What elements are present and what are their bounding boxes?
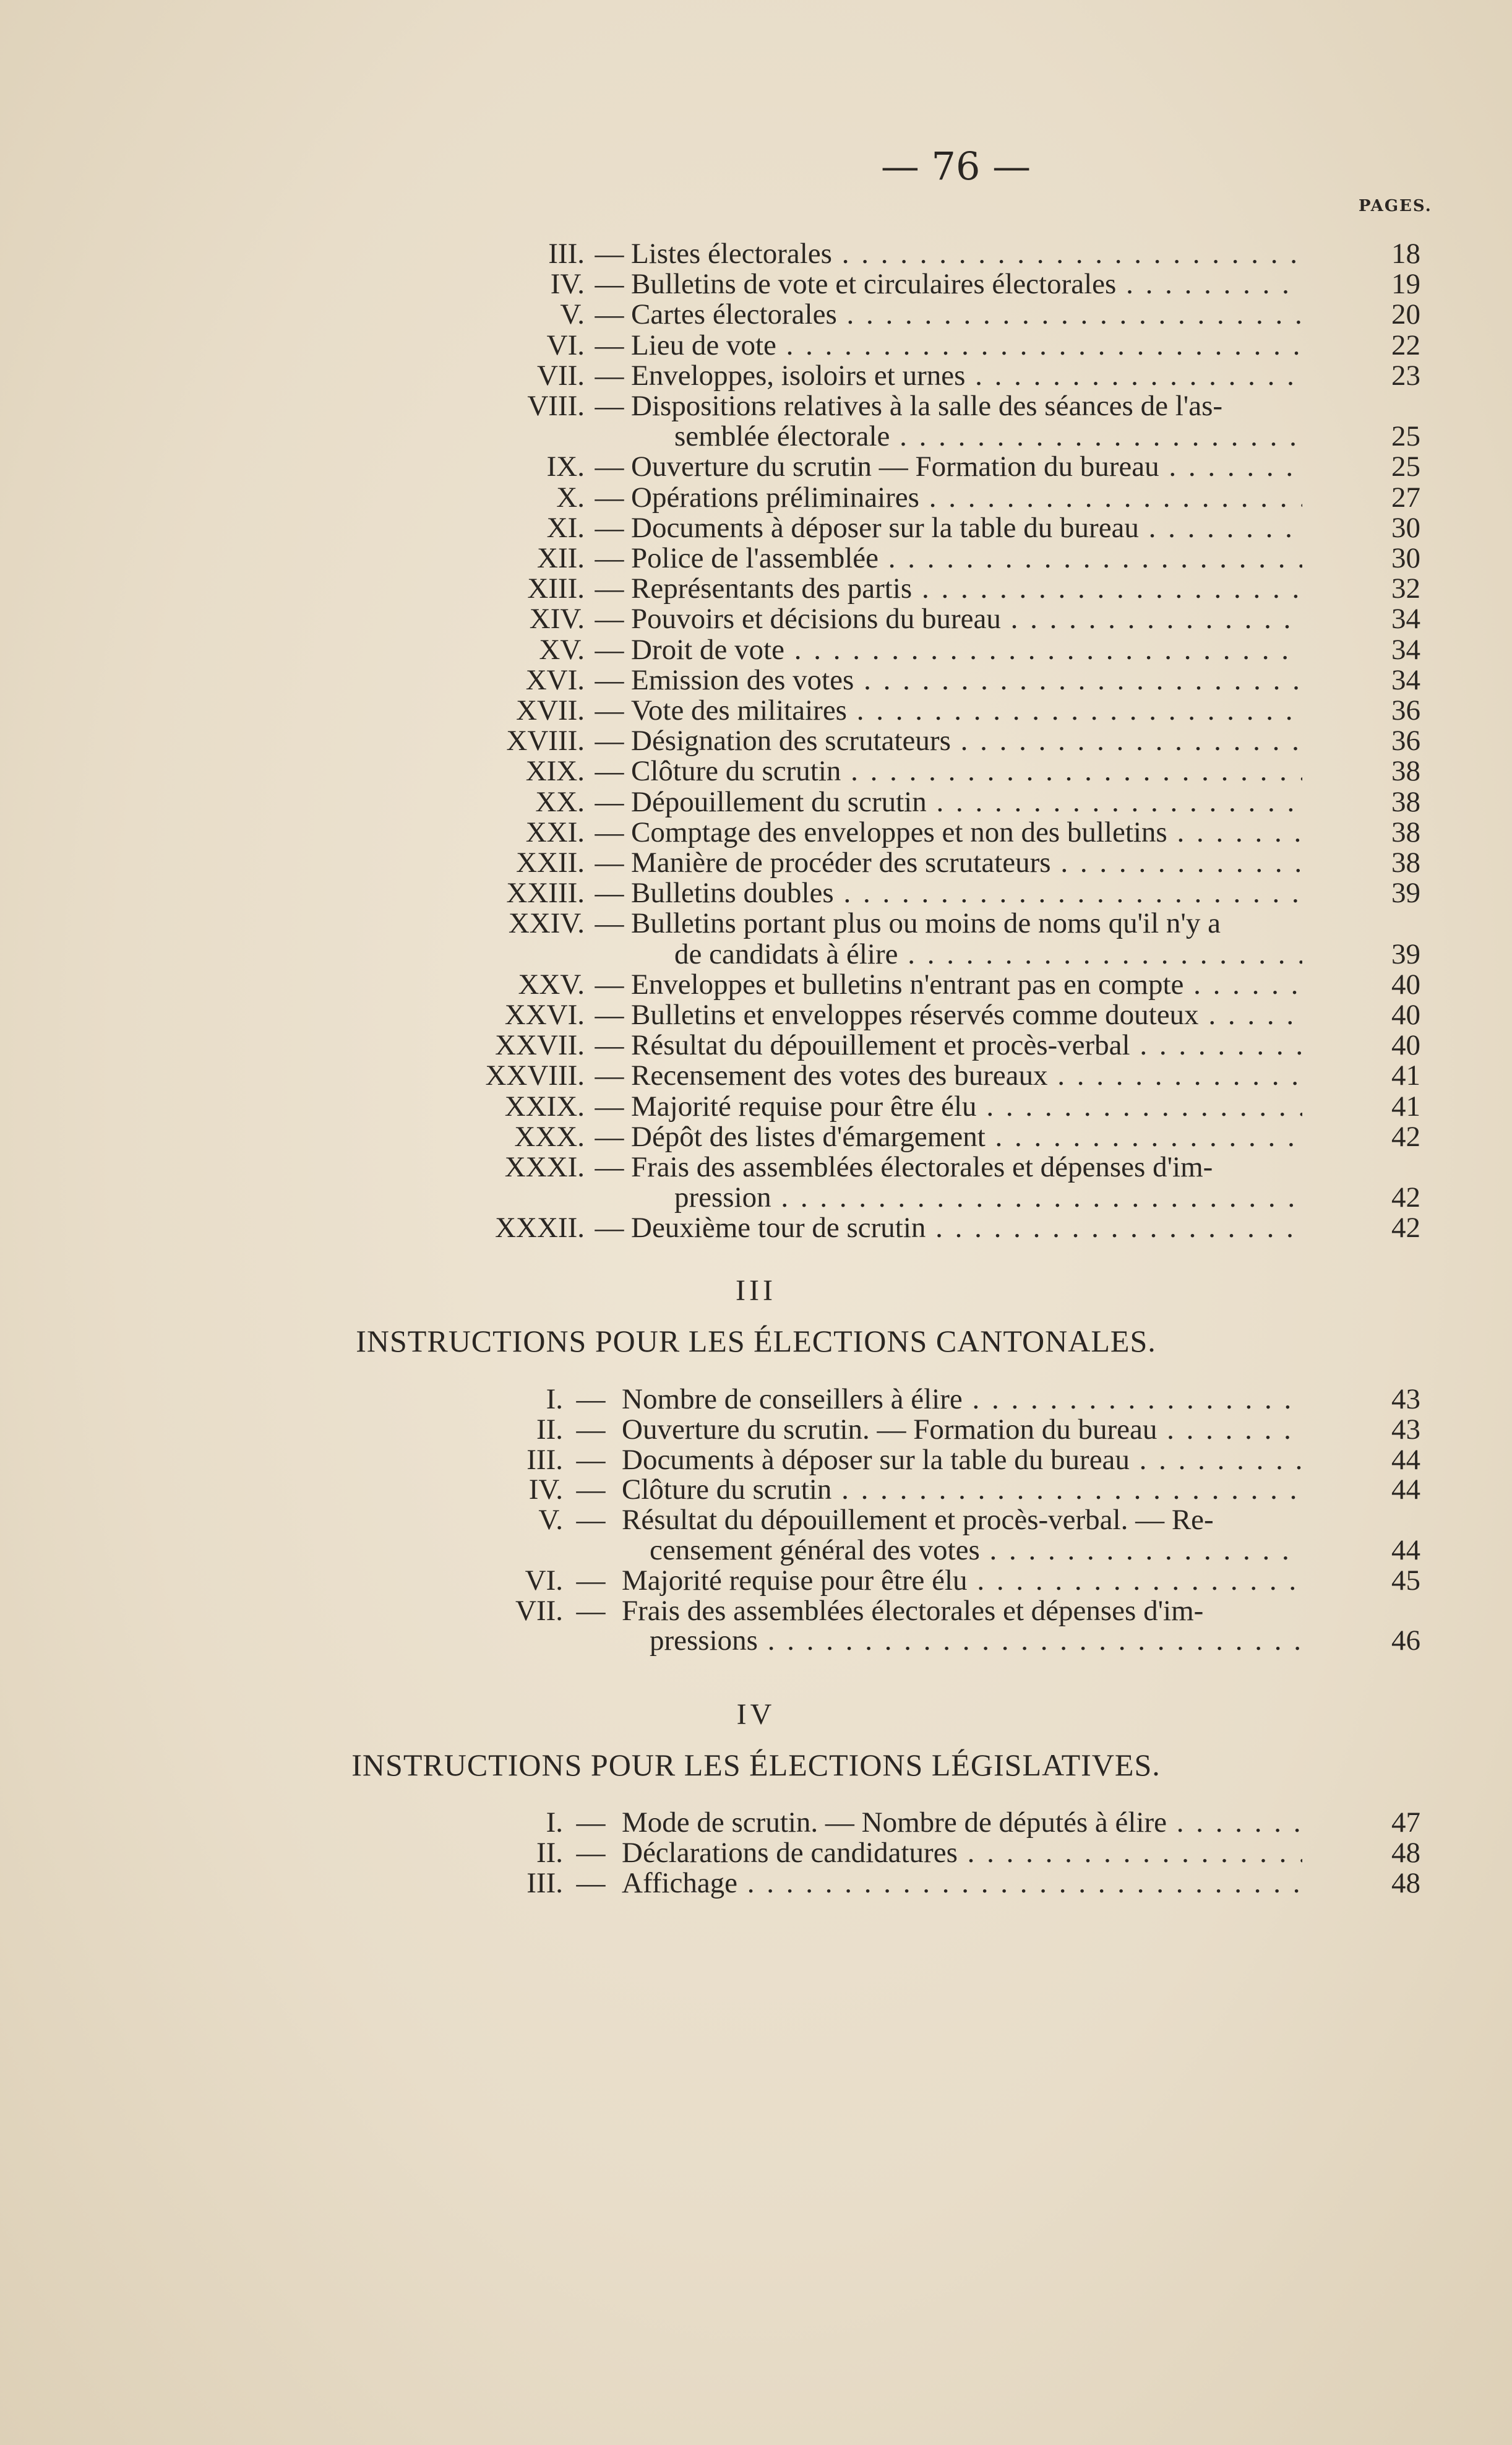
section-numeral: XX.	[535, 785, 585, 818]
toc-row	[0, 360, 1512, 391]
toc-row	[0, 603, 1512, 634]
entry-title: Mode de scrutin. — Nombre de députés à élire . . .	[622, 1807, 1302, 1838]
em-dash: —	[595, 481, 624, 514]
section-numeral: XXX.	[514, 1120, 585, 1153]
section-numeral: XXIX.	[504, 1090, 585, 1123]
page-ref: 44	[1391, 1534, 1420, 1566]
page-ref: 40	[1391, 999, 1420, 1031]
entry-title: semblée électorale . . .	[674, 421, 1302, 452]
em-dash: —	[576, 1443, 606, 1476]
entry-title: Désignation des scrutateurs . . .	[631, 725, 1302, 756]
section-numeral: XIII.	[527, 572, 585, 605]
em-dash: —	[576, 1836, 606, 1869]
section-numeral: V.	[538, 1504, 563, 1537]
entry-title: Frais des assemblées électorales et dépenses d'im-	[631, 1152, 1213, 1183]
toc-row	[0, 1837, 1512, 1868]
entry-title: censement général des votes . . .	[650, 1535, 1302, 1566]
section-numeral: XV.	[539, 633, 585, 666]
entry-title: Bulletins doubles . . .	[631, 878, 1302, 908]
entry-title: Bulletins portant plus ou moins de noms qu'il n'y a	[631, 908, 1221, 939]
em-dash: —	[595, 847, 624, 879]
page-ref: 22	[1391, 329, 1420, 361]
section-numeral: XIV.	[529, 603, 585, 636]
section-heading: INSTRUCTIONS POUR LES ÉLECTIONS LÉGISLATIVES.	[351, 1748, 1161, 1782]
em-dash: —	[576, 1806, 606, 1839]
section-heading: INSTRUCTIONS POUR LES ÉLECTIONS CANTONALES.	[356, 1324, 1156, 1358]
entry-title: Deuxième tour de scrutin . . .	[631, 1212, 1302, 1243]
em-dash: —	[595, 603, 624, 636]
entry-title: Lieu de vote . . .	[631, 330, 1302, 361]
page-ref: 42	[1391, 1120, 1420, 1153]
page-ref: 38	[1391, 847, 1420, 879]
em-dash: —	[576, 1504, 606, 1537]
section-numeral: XII.	[537, 542, 585, 574]
page-ref: 34	[1391, 603, 1420, 636]
section-numeral: XXXI.	[504, 1151, 585, 1183]
entry-title: Cartes électorales . . .	[631, 299, 1302, 330]
section-numeral: XVII.	[516, 694, 585, 727]
toc-row	[0, 878, 1512, 908]
entry-title: Majorité requise pour être élu . . .	[631, 1091, 1302, 1122]
em-dash: —	[595, 755, 624, 788]
section-number: IV	[736, 1698, 776, 1731]
entry-title: Représentants des partis . . .	[631, 573, 1302, 604]
em-dash: —	[595, 694, 624, 727]
em-dash: —	[595, 633, 624, 666]
em-dash: —	[576, 1866, 606, 1899]
entry-title: Bulletins de vote et circulaires électorales . . .	[631, 269, 1302, 300]
section-numeral: II.	[536, 1836, 563, 1869]
entry-title: Dispositions relatives à la salle des séances de l'as-	[631, 390, 1223, 421]
em-dash: —	[576, 1564, 606, 1597]
em-dash: —	[595, 1090, 624, 1123]
em-dash: —	[595, 329, 624, 361]
entry-title: Pouvoirs et décisions du bureau . . .	[631, 603, 1302, 634]
em-dash: —	[595, 725, 624, 757]
toc-row	[0, 1868, 1512, 1899]
section-numeral: VI.	[546, 329, 585, 361]
toc-row	[0, 573, 1512, 604]
entry-title: Affichage . . .	[622, 1868, 1302, 1899]
toc-row	[0, 969, 1512, 1000]
section-numeral: I.	[546, 1383, 563, 1415]
entry-title: Enveloppes, isoloirs et urnes . . .	[631, 360, 1302, 391]
page-ref: 34	[1391, 663, 1420, 696]
toc-row	[0, 1182, 1512, 1213]
toc-row	[0, 939, 1512, 970]
page-ref: 39	[1391, 877, 1420, 910]
toc-row	[0, 1595, 1512, 1626]
em-dash: —	[576, 1383, 606, 1415]
page-ref: 20	[1391, 298, 1420, 331]
em-dash: —	[595, 1029, 624, 1062]
page-ref: 48	[1391, 1836, 1420, 1869]
entry-title: Vote des militaires . . .	[631, 695, 1302, 726]
entry-title: Ouverture du scrutin. — Formation du bureau . . .	[622, 1414, 1302, 1445]
page-ref: 46	[1391, 1624, 1420, 1657]
em-dash: —	[595, 907, 624, 940]
toc-row	[0, 634, 1512, 665]
section-numeral: IV.	[550, 268, 585, 301]
entry-title: pression . . .	[674, 1182, 1302, 1213]
em-dash: —	[595, 268, 624, 301]
entry-title: Recensement des votes des bureaux . . .	[631, 1060, 1302, 1091]
em-dash: —	[595, 999, 624, 1031]
toc-row	[0, 390, 1512, 421]
section-numeral: XVI.	[525, 663, 585, 696]
section-numeral: VI.	[525, 1564, 563, 1597]
em-dash: —	[595, 1120, 624, 1153]
page-ref: 38	[1391, 816, 1420, 848]
page-ref: 41	[1391, 1059, 1420, 1092]
em-dash: —	[595, 1212, 624, 1244]
entry-title: Droit de vote . . .	[631, 634, 1302, 665]
section-numeral: XXVIII.	[485, 1059, 585, 1092]
section-numeral: XXIII.	[506, 877, 585, 910]
entry-title: Déclarations de candidatures . . .	[622, 1837, 1302, 1868]
toc-row	[0, 1384, 1512, 1415]
toc-row	[0, 1030, 1512, 1061]
entry-title: Manière de procéder des scrutateurs . . .	[631, 847, 1302, 878]
em-dash: —	[595, 238, 624, 270]
section-numeral: XXXII.	[495, 1212, 585, 1244]
toc-row	[0, 725, 1512, 756]
toc-row	[0, 665, 1512, 696]
em-dash: —	[595, 816, 624, 848]
section-numeral: XI.	[546, 511, 585, 544]
entry-title: Clôture du scrutin . . .	[622, 1474, 1302, 1505]
toc-row	[0, 1807, 1512, 1838]
toc-row	[0, 269, 1512, 300]
toc-row	[0, 238, 1512, 269]
entry-title: Résultat du dépouillement et procès-verbal. — Re-	[622, 1504, 1214, 1536]
entry-title: Clôture du scrutin . . .	[631, 756, 1302, 787]
toc-row	[0, 1565, 1512, 1596]
page-ref: 44	[1391, 1473, 1420, 1506]
page-ref: 42	[1391, 1181, 1420, 1214]
section-numeral: XXIV.	[508, 907, 585, 940]
toc-row	[0, 421, 1512, 452]
toc-row	[0, 1444, 1512, 1475]
section-numeral: VII.	[515, 1594, 563, 1627]
em-dash: —	[595, 298, 624, 331]
page-ref: 48	[1391, 1866, 1420, 1899]
page-ref: 30	[1391, 511, 1420, 544]
em-dash: —	[595, 1059, 624, 1092]
entry-title: Ouverture du scrutin — Formation du bureau . . .	[631, 451, 1302, 482]
page-ref: 23	[1391, 359, 1420, 392]
page-ref: 45	[1391, 1564, 1420, 1597]
section-numeral: XXII.	[516, 847, 585, 879]
section-numeral: IX.	[546, 451, 585, 483]
section-numeral: II.	[536, 1413, 563, 1446]
em-dash: —	[595, 1151, 624, 1183]
toc-row	[0, 330, 1512, 361]
entry-title: Listes électorales . . .	[631, 238, 1302, 269]
toc-row	[0, 1121, 1512, 1152]
page-ref: 27	[1391, 481, 1420, 514]
toc-row	[0, 1212, 1512, 1243]
toc-row	[0, 1414, 1512, 1445]
toc-row	[0, 512, 1512, 543]
page-ref: 38	[1391, 785, 1420, 818]
toc-row	[0, 999, 1512, 1030]
page-ref: 32	[1391, 572, 1420, 605]
section-numeral: III.	[526, 1866, 563, 1899]
page-ref: 36	[1391, 725, 1420, 757]
pages-column-label: PAGES.	[1359, 197, 1432, 215]
toc-row	[0, 543, 1512, 574]
entry-title: Opérations préliminaires . . .	[631, 482, 1302, 513]
toc-row	[0, 1474, 1512, 1505]
page-ref: 36	[1391, 694, 1420, 727]
toc-row	[0, 787, 1512, 817]
page-ref: 40	[1391, 1029, 1420, 1062]
page-ref: 34	[1391, 633, 1420, 666]
entry-title: Résultat du dépouillement et procès-verbal . . .	[631, 1030, 1302, 1061]
toc-row	[0, 482, 1512, 513]
section-numeral: III.	[526, 1443, 563, 1476]
em-dash: —	[595, 572, 624, 605]
entry-title: Dépôt des listes d'émargement . . .	[631, 1121, 1302, 1152]
page-number: — 76 —	[880, 144, 1031, 189]
toc-row	[0, 756, 1512, 787]
section-numeral: XXV.	[518, 968, 585, 1001]
em-dash: —	[576, 1473, 606, 1506]
section-numeral: III.	[548, 238, 585, 270]
toc-row	[0, 299, 1512, 330]
page-ref: 41	[1391, 1090, 1420, 1123]
entry-title: Police de l'assemblée . . .	[631, 543, 1302, 574]
em-dash: —	[595, 968, 624, 1001]
entry-title: pressions . . .	[650, 1625, 1302, 1656]
entry-title: de candidats à élire . . .	[674, 939, 1302, 970]
entry-title: Nombre de conseillers à élire . . .	[622, 1384, 1302, 1415]
page-ref: 30	[1391, 542, 1420, 574]
section-numeral: XXVI.	[504, 999, 585, 1031]
section-numeral: VII.	[537, 359, 585, 392]
em-dash: —	[595, 451, 624, 483]
entry-title: Bulletins et enveloppes réservés comme douteux . . .	[631, 999, 1302, 1030]
page-ref: 19	[1391, 268, 1420, 301]
em-dash: —	[595, 785, 624, 818]
toc-row	[0, 1152, 1512, 1183]
toc-row	[0, 908, 1512, 939]
toc-row	[0, 451, 1512, 482]
section-numeral: XXI.	[525, 816, 585, 848]
section-numeral: I.	[546, 1806, 563, 1839]
em-dash: —	[595, 511, 624, 544]
toc-row	[0, 1091, 1512, 1122]
entry-title: Documents à déposer sur la table du bureau . . .	[631, 512, 1302, 543]
toc-row	[0, 847, 1512, 878]
page-ref: 40	[1391, 968, 1420, 1001]
section-numeral: V.	[560, 298, 585, 331]
section-number: III	[736, 1274, 776, 1307]
page-ref: 39	[1391, 938, 1420, 970]
entry-title: Majorité requise pour être élu . . .	[622, 1565, 1302, 1596]
page-ref: 44	[1391, 1443, 1420, 1476]
page-ref: 18	[1391, 238, 1420, 270]
section-numeral: X.	[556, 481, 585, 514]
section-numeral: XIX.	[525, 755, 585, 788]
page-ref: 43	[1391, 1383, 1420, 1415]
entry-title: Emission des votes . . .	[631, 665, 1302, 696]
section-numeral: XXVII.	[495, 1029, 585, 1062]
em-dash: —	[595, 877, 624, 910]
entry-title: Frais des assemblées électorales et dépenses d'im-	[622, 1595, 1204, 1626]
page-ref: 47	[1391, 1806, 1420, 1839]
section-numeral: VIII.	[527, 390, 585, 422]
entry-title: Comptage des enveloppes et non des bulletins . . .	[631, 817, 1302, 848]
toc-row	[0, 1504, 1512, 1535]
em-dash: —	[595, 663, 624, 696]
page-ref: 42	[1391, 1212, 1420, 1244]
toc-row	[0, 1060, 1512, 1091]
page-ref: 25	[1391, 420, 1420, 453]
section-numeral: XVIII.	[506, 725, 585, 757]
em-dash: —	[595, 390, 624, 422]
page-ref: 43	[1391, 1413, 1420, 1446]
em-dash: —	[576, 1413, 606, 1446]
em-dash: —	[595, 542, 624, 574]
toc-row	[0, 695, 1512, 726]
entry-title: Dépouillement du scrutin . . .	[631, 787, 1302, 817]
entry-title: Documents à déposer sur la table du bureau . . .	[622, 1444, 1302, 1475]
em-dash: —	[595, 359, 624, 392]
page-ref: 38	[1391, 755, 1420, 788]
toc-row	[0, 1535, 1512, 1566]
em-dash: —	[576, 1594, 606, 1627]
entry-title: Enveloppes et bulletins n'entrant pas en compte . . .	[631, 969, 1302, 1000]
section-numeral: IV.	[528, 1473, 563, 1506]
toc-row	[0, 1625, 1512, 1656]
toc-row	[0, 817, 1512, 848]
page-ref: 25	[1391, 451, 1420, 483]
